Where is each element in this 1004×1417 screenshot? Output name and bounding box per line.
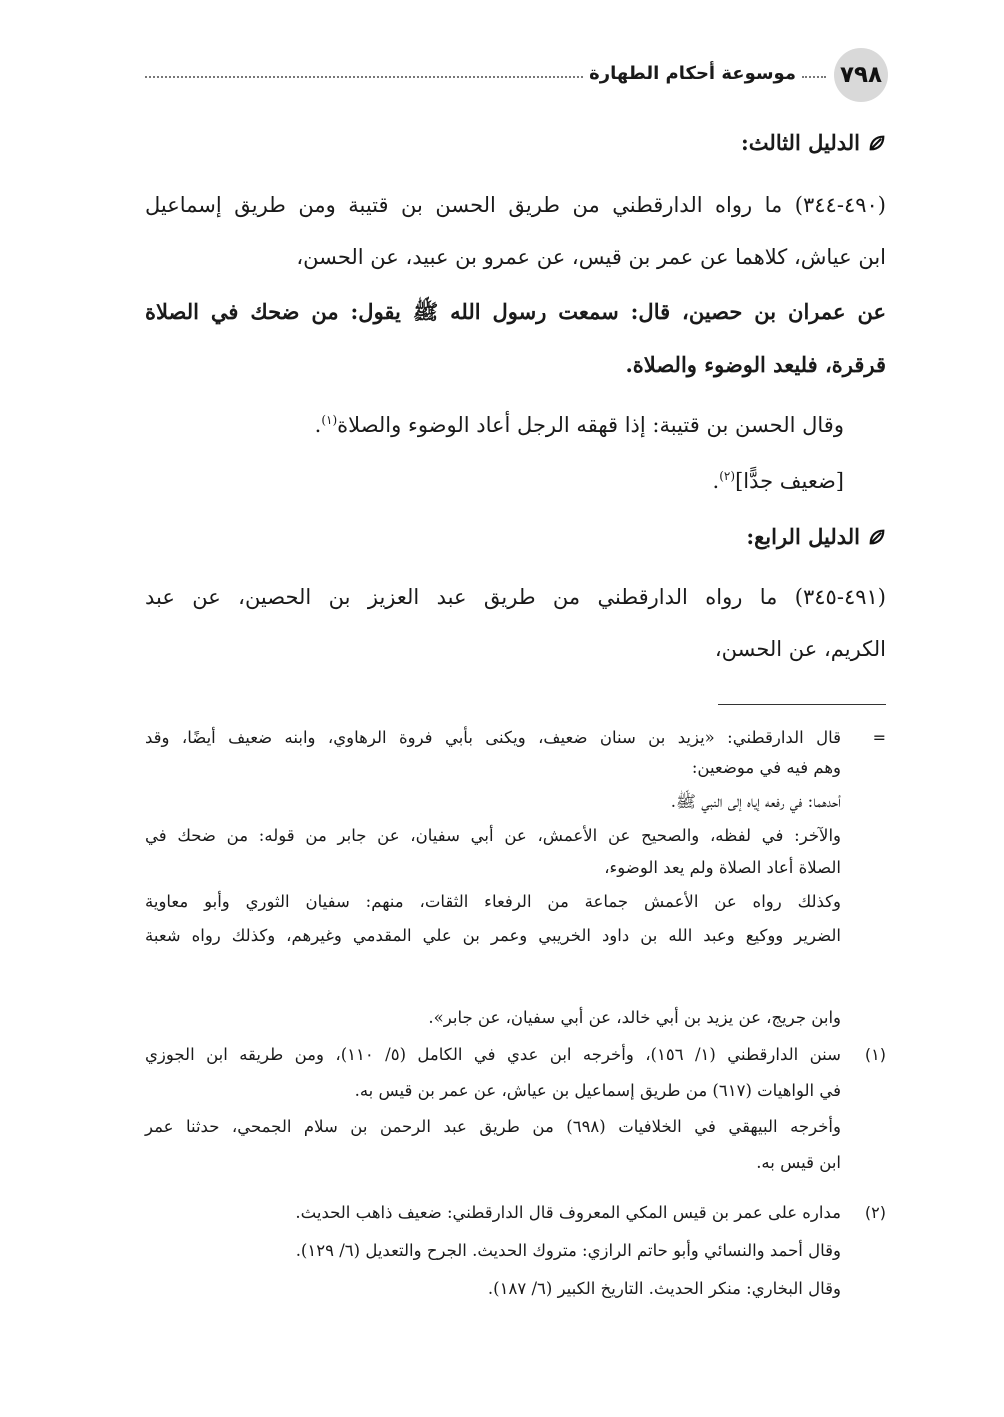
hadith-text-line-1: عن عمران بن حصين، قال: سمعت رسول الله ﷺ يقول: من ضحك في الصلاة <box>145 299 886 324</box>
header-title-line <box>145 58 826 88</box>
footnote-continuation-marker: = <box>872 728 886 747</box>
leaf-ornament-icon <box>868 528 886 546</box>
footnote-line: وابن جريج، عن يزيد بن أبي خالد، عن أبي سفيان، عن جابر». <box>428 1008 841 1027</box>
heading-fourth-text: الدليل الرابع: <box>746 524 860 549</box>
footnote-line: ابن قيس به. <box>756 1153 841 1172</box>
hadith-text-line-2: قرقرة، فليعد الوضوء والصلاة. <box>625 352 886 377</box>
footnote-ref-2: (٢) <box>719 469 736 483</box>
footnote-line: الضرير ووكيع وعبد الله بن داود الخريبي وعمر بن علي المقدمي وغيرهم، وكذلك رواه شعبة <box>145 926 841 945</box>
footnote-line: الصلاة أعاد الصلاة ولم يعد الوضوء، <box>604 858 841 877</box>
grade-line <box>145 460 844 497</box>
footnote-line: وقال البخاري: منكر الحديث. التاريخ الكبير (٦/ ١٨٧). <box>487 1279 841 1298</box>
grade-end: . <box>712 469 720 493</box>
heading-third-evidence <box>145 127 886 159</box>
leaf-ornament-icon <box>868 134 886 152</box>
paragraph-490-line-2: ابن عياش، كلاهما عن عمر بن قيس، عن عمرو بن عبيد، عن الحسن، <box>296 245 886 269</box>
page-header <box>145 48 888 104</box>
paragraph-491-line-1: (٤٩١-٣٤٥) ما رواه الدارقطني من طريق عبد العزيز بن الحصين، عن عبد <box>145 585 886 609</box>
footnote-ref-1: (١) <box>321 413 338 427</box>
header-dots-right <box>802 76 826 78</box>
footnote-line: وهم فيه في موضعين: <box>691 758 841 777</box>
page-number-badge: ٧٩٨ <box>834 48 888 102</box>
footnote-line: وكذلك رواه عن الأعمش جماعة من الرفعاء الثقات، منهم: سفيان الثوري وأبو معاوية <box>145 892 841 911</box>
footnote-2 <box>145 1199 886 1309</box>
paragraph-490-line-1: (٤٩٠-٣٤٤) ما رواه الدارقطني من طريق الحسن بن قتيبة ومن طريق إسماعيل <box>145 193 886 217</box>
heading-third-text: الدليل الثالث: <box>741 130 860 155</box>
header-dots-left <box>145 76 583 78</box>
quote-text: وقال الحسن بن قتيبة: إذا قهقه الرجل أعاد الوضوء والصلاة <box>337 413 844 437</box>
footnote-line: قال الدارقطني: «يزيد بن سنان ضعيف، ويكنى بأبي فروة الرهاوي، وابنه ضعيف أيضًا، وقد <box>145 728 841 747</box>
footnote-separator <box>718 704 886 705</box>
footnote-line: وأخرجه البيهقي في الخلافيات (٦٩٨) من طريق عبد الرحمن بن سلام الجمحي، حدثنا عمر <box>145 1117 841 1136</box>
footnote-2-marker: (٢) <box>864 1203 886 1222</box>
footnote-continued <box>145 724 886 964</box>
footnote-line: والآخر: في لفظه، والصحيح عن الأعمش، عن أبي سفيان، عن جابر من قوله: من ضحك في <box>145 826 841 845</box>
book-title: موسوعة أحكام الطهارة <box>589 62 796 84</box>
heading-fourth-evidence <box>145 521 886 553</box>
footnote-line: أحدهما: في رفعه إياه إلى النبي ﷺ. <box>670 792 841 811</box>
footnote-line: في الواهيات (٦١٧) من طريق إسماعيل بن عياش، عن عمر بن قيس به. <box>354 1081 841 1100</box>
grade-text: [ضعيف جدًّا] <box>735 469 844 493</box>
footnote-continued-last <box>145 1004 886 1034</box>
quote-end: . <box>314 413 322 437</box>
footnote-line: وقال أحمد والنسائي وأبو حاتم الرازي: متروك الحديث. الجرح والتعديل (٦/ ١٢٩). <box>295 1241 841 1260</box>
footnote-1 <box>145 1041 886 1191</box>
footnote-line: مداره على عمر بن قيس المكي المعروف قال الدارقطني: ضعيف ذاهب الحديث. <box>295 1203 841 1222</box>
footnote-line: سنن الدارقطني (١/ ١٥٦)، وأخرجه ابن عدي في الكامل (٥/ ١١٠)، ومن طريقه ابن الجوزي <box>145 1045 841 1064</box>
quote-line <box>145 404 844 441</box>
footnote-1-marker: (١) <box>864 1045 886 1064</box>
paragraph-491-line-2: الكريم، عن الحسن، <box>714 637 886 661</box>
